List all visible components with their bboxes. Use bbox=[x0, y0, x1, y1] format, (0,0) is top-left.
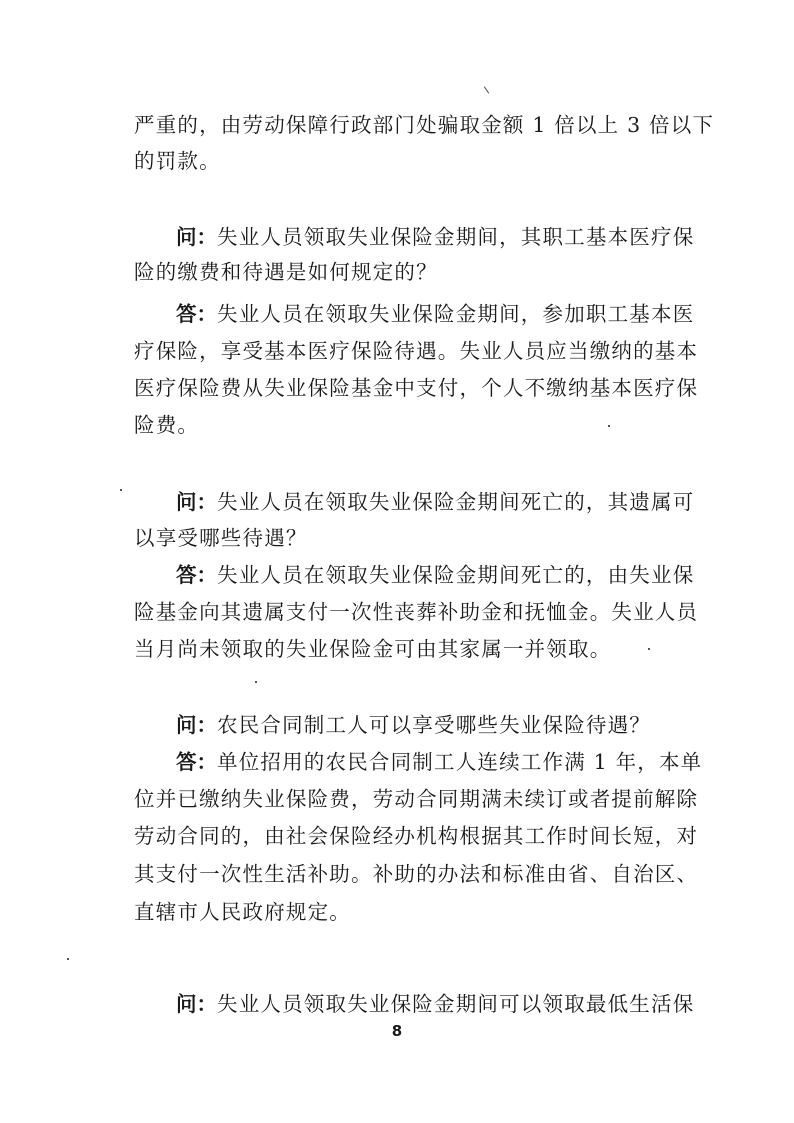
question-label: 问： bbox=[176, 992, 217, 1016]
scan-speck bbox=[255, 681, 257, 683]
text-line: 的罚款。 bbox=[134, 149, 221, 173]
text-line: 医疗保险费从失业保险基金中支付，个人不缴纳基本医疗保 bbox=[134, 376, 699, 400]
answer-label: 答： bbox=[176, 563, 217, 587]
question-line bbox=[176, 707, 716, 743]
question-line bbox=[176, 219, 716, 255]
scan-speck bbox=[120, 489, 122, 491]
text-line: 位并已缴纳失业保险费，劳动合同期满未续订或者提前解除 bbox=[134, 787, 699, 811]
question-label: 问： bbox=[176, 490, 217, 514]
text-line: 疗保险，享受基本医疗保险待遇。失业人员应当缴纳的基本 bbox=[134, 339, 699, 363]
answer-line bbox=[176, 296, 716, 332]
question-text: 失业人员领取失业保险金期间，其职工基本医疗保 bbox=[217, 225, 695, 249]
text-line: 险费。 bbox=[134, 413, 200, 437]
answer-text: 失业人员在领取失业保险金期间，参加职工基本医 bbox=[217, 302, 695, 326]
question-text: 失业人员在领取失业保险金期间死亡的，其遗属可 bbox=[217, 490, 695, 514]
question-text: 农民合同制工人可以享受哪些失业保险待遇？ bbox=[217, 713, 651, 737]
question-label: 问： bbox=[176, 225, 217, 249]
answer-line bbox=[176, 557, 716, 593]
text-line: 严重的，由劳动保障行政部门处骗取金额 1 倍以上 3 倍以下 bbox=[134, 113, 715, 137]
page-number: 8 bbox=[391, 1022, 403, 1040]
text-line: 直辖市人民政府规定。 bbox=[134, 900, 351, 924]
question-line bbox=[176, 986, 716, 1022]
text-line: 险基金向其遗属支付一次性丧葬补助金和抚恤金。失业人员 bbox=[134, 600, 699, 624]
scan-speck bbox=[484, 86, 489, 93]
text-line: 险的缴费和待遇是如何规定的？ bbox=[134, 260, 438, 284]
text-line: 以享受哪些待遇？ bbox=[134, 526, 308, 550]
scan-speck bbox=[648, 648, 650, 650]
answer-label: 答： bbox=[176, 302, 217, 326]
text-line: 劳动合同的，由社会保险经办机构根据其工作时间长短，对 bbox=[134, 824, 699, 848]
text-line: 当月尚未领取的失业保险金可由其家属一并领取。 bbox=[134, 637, 612, 661]
question-line bbox=[176, 484, 716, 520]
scan-speck bbox=[67, 958, 69, 960]
answer-line bbox=[176, 744, 716, 780]
question-label: 问： bbox=[176, 713, 217, 737]
text-line: 其支付一次性生活补助。补助的办法和标准由省、自治区、 bbox=[134, 862, 699, 886]
question-text: 失业人员领取失业保险金期间可以领取最低生活保 bbox=[217, 992, 695, 1016]
answer-text: 单位招用的农民合同制工人连续工作满 1 年，本单 bbox=[217, 750, 703, 774]
scan-speck bbox=[608, 425, 610, 427]
answer-label: 答： bbox=[176, 750, 217, 774]
answer-text: 失业人员在领取失业保险金期间死亡的，由失业保 bbox=[217, 563, 695, 587]
